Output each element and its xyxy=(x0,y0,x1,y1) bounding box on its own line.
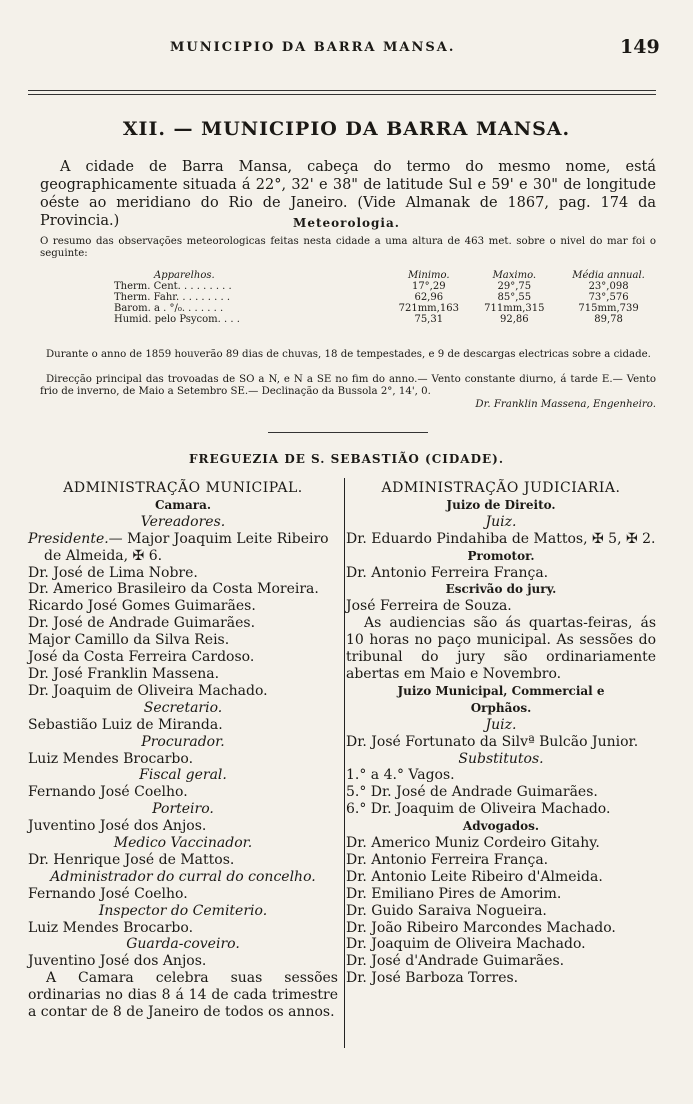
escrivao-heading: Escrivão do jury. xyxy=(445,582,557,597)
camara-heading: Camara. xyxy=(154,497,212,512)
cemiterio-label: Inspector do Cemiterio. xyxy=(98,902,268,919)
judicial-heading: ADMINISTRAÇÃO JUDICIARIA. xyxy=(381,480,621,496)
list-item: Dr. José de Andrade Guimarães. xyxy=(28,615,256,632)
table-row xyxy=(100,314,660,325)
juiz-label: Juiz. xyxy=(485,513,517,530)
table-cell: Humid. pelo Psycom. . . . xyxy=(114,314,240,325)
table-cell: 75,31 xyxy=(414,314,444,325)
presidente-continuation: de Almeida, ✠ 6. xyxy=(44,547,163,564)
escrivao-name: José Ferreira de Souza. xyxy=(346,598,512,615)
promotor-heading: Promotor. xyxy=(467,548,535,563)
substitutos-label: Substitutos. xyxy=(458,750,544,767)
juiz-name: Dr. Eduardo Pindahiba de Mattos, ✠ 5, ✠ 2. xyxy=(346,530,656,547)
list-item: Dr. José Barboza Torres. xyxy=(346,970,519,987)
fiscal-label: Fiscal geral. xyxy=(139,767,227,784)
table-cell: 715mm,739 xyxy=(578,303,639,314)
col-header-maximo: Maximo. xyxy=(492,270,537,281)
list-item: Dr. José de Lima Nobre. xyxy=(28,564,198,581)
list-item: Dr. Guido Saraiva Nogueira. xyxy=(346,902,547,919)
table-cell: Therm. Fahr. . . . . . . . . xyxy=(114,292,231,303)
audiencias-paragraph: As audiencias são ás quartas-feiras, ás 10 horas no paço municipal. As sessões do tribunal do jury são ordinariamente abertas em Maio e Novembro. xyxy=(346,615,656,682)
col-header-apparelhos: Apparelhos. xyxy=(154,270,215,281)
table-cell: 62,96 xyxy=(414,292,444,303)
running-head: MUNICIPIO DA BARRA MANSA. xyxy=(170,40,456,55)
presidente-label: Presidente.— xyxy=(28,530,123,547)
guarda-name: Juventino José dos Anjos. xyxy=(28,953,207,970)
curral-name: Fernando José Coelho. xyxy=(28,885,188,902)
cemiterio-name: Luiz Mendes Brocarbo. xyxy=(28,919,194,936)
presidente-name: Major Joaquim Leite Ribeiro xyxy=(127,530,329,547)
list-item: 1.° a 4.° Vagos. xyxy=(346,767,455,784)
table-cell: 92,86 xyxy=(500,314,529,325)
table-cell: 23°,098 xyxy=(588,281,629,292)
list-item: Dr. Emiliano Pires de Amorim. xyxy=(346,885,562,902)
juizo-direito-heading: Juizo de Direito. xyxy=(446,497,556,512)
municipal-administration-column xyxy=(28,480,338,1021)
procurador-name: Luiz Mendes Brocarbo. xyxy=(28,750,194,767)
table-cell: 73°,576 xyxy=(588,292,629,303)
municipal-heading: ADMINISTRAÇÃO MUNICIPAL. xyxy=(63,480,303,496)
list-item: Dr. Americo Muniz Cordeiro Gitahy. xyxy=(346,835,600,852)
meteorology-summary: O resumo das observações meteorologicas feitas nesta cidade a uma altura de 463 met. sobre o nivel do mar foi o seguinte: xyxy=(40,236,656,259)
col-header-media: Média annual. xyxy=(572,270,645,281)
table-cell: 89,78 xyxy=(594,314,623,325)
page-number: 149 xyxy=(620,36,660,58)
list-item: Major Camillo da Silva Reis. xyxy=(28,632,230,649)
juiz-municipal-name: Dr. José Fortunato da Silvª Bulcão Junior. xyxy=(346,733,639,750)
meteorology-winds-note: Direcção principal das trovoadas de SO a N, e N a SE no fim do anno.— Vento constante diurno, á tarde E.— Vento frio de inverno, de Maio a Setembro SE.— Declinação da Bussola 2°, 14', 0. xyxy=(40,374,656,397)
list-item: Dr. Joaquim de Oliveira Machado. xyxy=(346,936,586,953)
meteorology-signature: Dr. Franklin Massena, Engenheiro. xyxy=(475,399,656,410)
meteorology-table-header xyxy=(100,270,660,281)
list-item: José da Costa Ferreira Cardoso. xyxy=(28,649,255,666)
page-header xyxy=(0,36,693,66)
medico-label: Medico Vaccinador. xyxy=(113,835,253,852)
list-item: Dr. Americo Brasileiro da Costa Moreira. xyxy=(28,581,319,598)
table-cell: 85°,55 xyxy=(497,292,532,303)
meteorology-rain-note: Durante o anno de 1859 houverão 89 dias de chuvas, 18 de tempestades, e 9 de descargas electricas sobre a cidade. xyxy=(46,349,651,360)
porteiro-name: Juventino José dos Anjos. xyxy=(28,818,207,835)
meteorology-table xyxy=(100,270,660,325)
vereadores-label: Vereadores. xyxy=(140,513,226,530)
promotor-name: Dr. Antonio Ferreira França. xyxy=(346,564,549,581)
table-row xyxy=(100,281,660,292)
list-item: Dr. José Franklin Massena. xyxy=(28,665,220,682)
col-header-minimo: Minimo. xyxy=(407,270,450,281)
camara-sessions-paragraph: A Camara celebra suas sessões ordinarias no dias 8 á 14 de cada trimestre a contar de 8 de Janeiro de todos os annos. xyxy=(28,970,338,1021)
list-item: Dr. José d'Andrade Guimarães. xyxy=(346,953,565,970)
medico-name: Dr. Henrique José de Mattos. xyxy=(28,851,235,868)
presidente-line xyxy=(28,531,338,548)
list-item: Dr. Antonio Ferreira França. xyxy=(346,851,549,868)
juizo-municipal-heading: Juizo Municipal, Commercial e xyxy=(397,683,605,698)
secretario-name: Sebastião Luiz de Miranda. xyxy=(28,716,223,733)
list-item: Ricardo José Gomes Guimarães. xyxy=(28,598,256,615)
table-row xyxy=(100,292,660,303)
table-cell: 711mm,315 xyxy=(484,303,545,314)
porteiro-label: Porteiro. xyxy=(152,801,214,818)
table-cell: 29°,75 xyxy=(497,281,532,292)
list-item: Dr. Joaquim de Oliveira Machado. xyxy=(28,682,268,699)
intro-paragraph: A cidade de Barra Mansa, cabeça do termo do mesmo nome, está geographicamente situada á 22°, 32' e 38" de latitude Sul e 59' e 30" de longitude oéste ao meridiano do Rio de Janeiro. (Vide Almanak de 1867, pag. 174 da Provincia.) xyxy=(40,159,656,229)
advogados-heading: Advogados. xyxy=(462,819,540,834)
juiz-municipal-label: Juiz. xyxy=(485,716,517,733)
table-row xyxy=(100,303,660,314)
parish-heading: FREGUEZIA DE S. SEBASTIÃO (CIDADE). xyxy=(188,452,505,466)
table-cell: 17°,29 xyxy=(411,281,446,292)
column-divider xyxy=(344,478,345,1048)
section-divider xyxy=(268,432,428,433)
table-cell: 721mm,163 xyxy=(398,303,459,314)
list-item: Dr. João Ribeiro Marcondes Machado. xyxy=(346,919,616,936)
secretario-label: Secretario. xyxy=(143,699,223,716)
section-title: XII. — MUNICIPIO DA BARRA MANSA. xyxy=(122,118,571,140)
judicial-administration-column xyxy=(346,480,656,987)
header-rule-2 xyxy=(28,94,656,95)
table-cell: Barom. a . °/₀. . . . . . . xyxy=(114,303,224,314)
fiscal-name: Fernando José Coelho. xyxy=(28,784,188,801)
header-rule xyxy=(28,90,656,91)
procurador-label: Procurador. xyxy=(141,733,225,750)
list-item: Dr. Antonio Leite Ribeiro d'Almeida. xyxy=(346,868,603,885)
curral-label: Administrador do curral do concelho. xyxy=(50,868,316,885)
juizo-municipal-heading-2: Orphãos. xyxy=(470,700,532,715)
table-cell: Therm. Cent. . . . . . . . . xyxy=(114,281,232,292)
meteorology-heading: Meteorologia. xyxy=(293,216,400,230)
list-item: 6.° Dr. Joaquim de Oliveira Machado. xyxy=(346,801,611,818)
guarda-label: Guarda-coveiro. xyxy=(126,936,240,953)
list-item: 5.° Dr. José de Andrade Guimarães. xyxy=(346,784,598,801)
